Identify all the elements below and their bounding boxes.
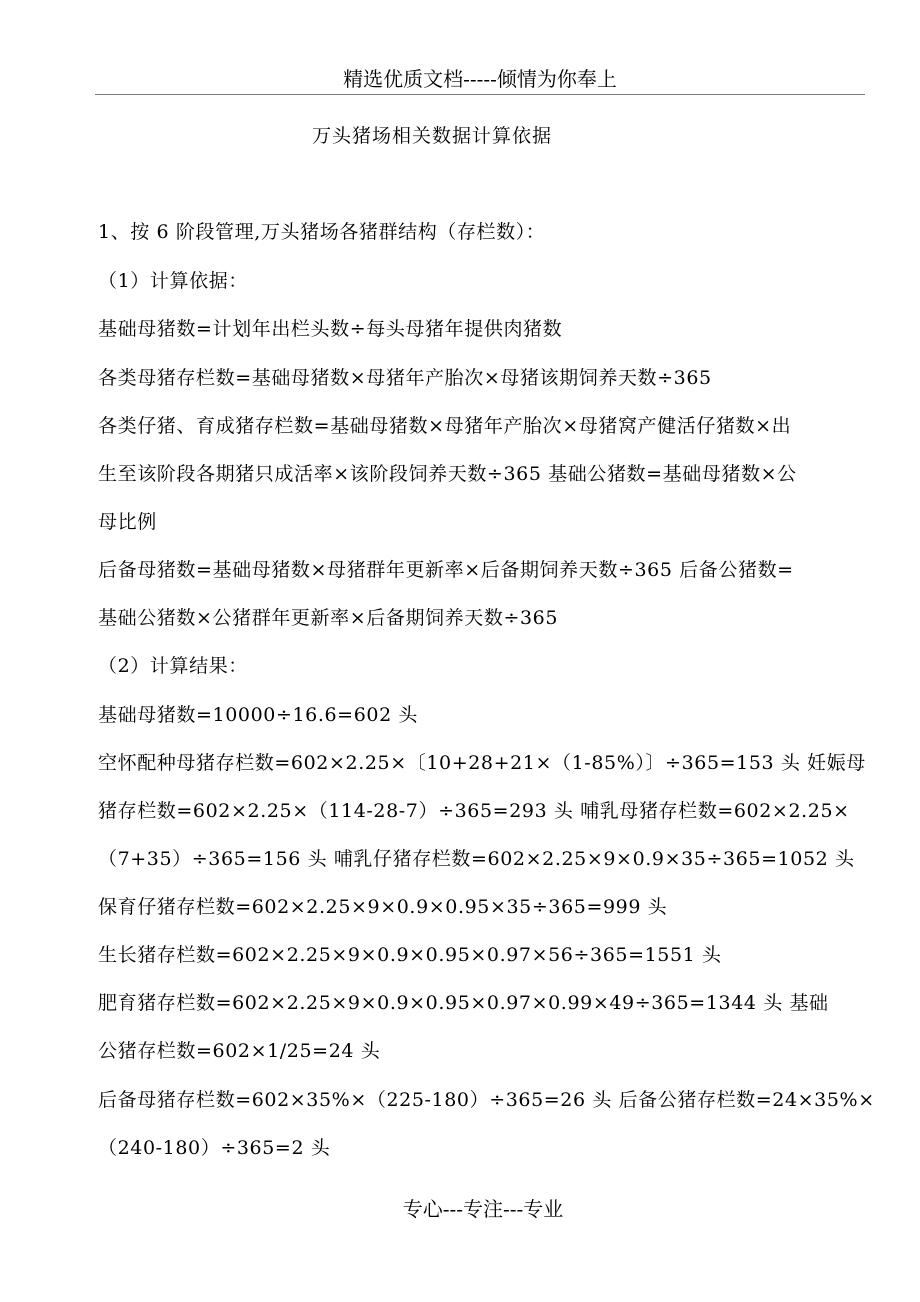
- subsection-heading: （1）计算依据：: [98, 270, 248, 292]
- paragraph-line: 后备母猪数=基础母猪数×母猪群年更新率×后备期饲养天数÷365 后备公猪数=: [98, 559, 794, 581]
- paragraph-line: 基础母猪数=10000÷16.6=602 头: [98, 704, 419, 726]
- document-title: 万头猪场相关数据计算依据: [311, 125, 552, 147]
- subsection-heading: （2）计算结果：: [98, 655, 248, 677]
- paragraph-line: 肥育猪存栏数=602×2.25×9×0.9×0.95×0.97×0.99×49÷365=1344 头 基础: [98, 992, 829, 1014]
- paragraph-line: 公猪存栏数=602×1/25=24 头: [98, 1040, 381, 1062]
- paragraph-line: 猪存栏数=602×2.25×（114-28-7）÷365=293 头 哺乳母猪存栏数=602×2.25×: [98, 800, 850, 822]
- paragraph-line: 各类母猪存栏数=基础母猪数×母猪年产胎次×母猪该期饲养天数÷365: [98, 367, 712, 389]
- page-footer: 专心---专注---专业: [402, 1197, 564, 1221]
- paragraph-line: 生至该阶段各期猪只成活率×该阶段饲养天数÷365 基础公猪数=基础母猪数×公: [98, 463, 797, 485]
- paragraph-line: 基础公猪数×公猪群年更新率×后备期饲养天数÷365: [98, 607, 559, 629]
- page-header: 精选优质文档-----倾情为你奉上: [343, 67, 617, 91]
- paragraph-line: （7+35）÷365=156 头 哺乳仔猪存栏数=602×2.25×9×0.9×35÷365=1052 头: [98, 848, 855, 870]
- paragraph-line: 空怀配种母猪存栏数=602×2.25×〔10+28+21×（1-85%）〕÷365=153 头 妊娠母: [98, 752, 866, 774]
- paragraph-line: 后备母猪存栏数=602×35%×（225-180）÷365=26 头 后备公猪存栏数=24×35%×: [98, 1089, 875, 1111]
- section-heading: 1、按 6 阶段管理,万头猪场各猪群结构（存栏数）：: [98, 221, 546, 243]
- paragraph-line: 生长猪存栏数=602×2.25×9×0.9×0.95×0.97×56÷365=1551 头: [98, 944, 722, 966]
- header-divider: [95, 94, 865, 95]
- paragraph-line: 各类仔猪、育成猪存栏数=基础母猪数×母猪年产胎次×母猪窝产健活仔猪数×出: [98, 415, 792, 437]
- paragraph-line: 基础母猪数=计划年出栏头数÷每头母猪年提供肉猪数: [98, 318, 563, 340]
- paragraph-line: （240-180）÷365=2 头: [98, 1137, 331, 1159]
- paragraph-line: 母比例: [98, 511, 157, 533]
- paragraph-line: 保育仔猪存栏数=602×2.25×9×0.9×0.95×35÷365=999 头: [98, 896, 668, 918]
